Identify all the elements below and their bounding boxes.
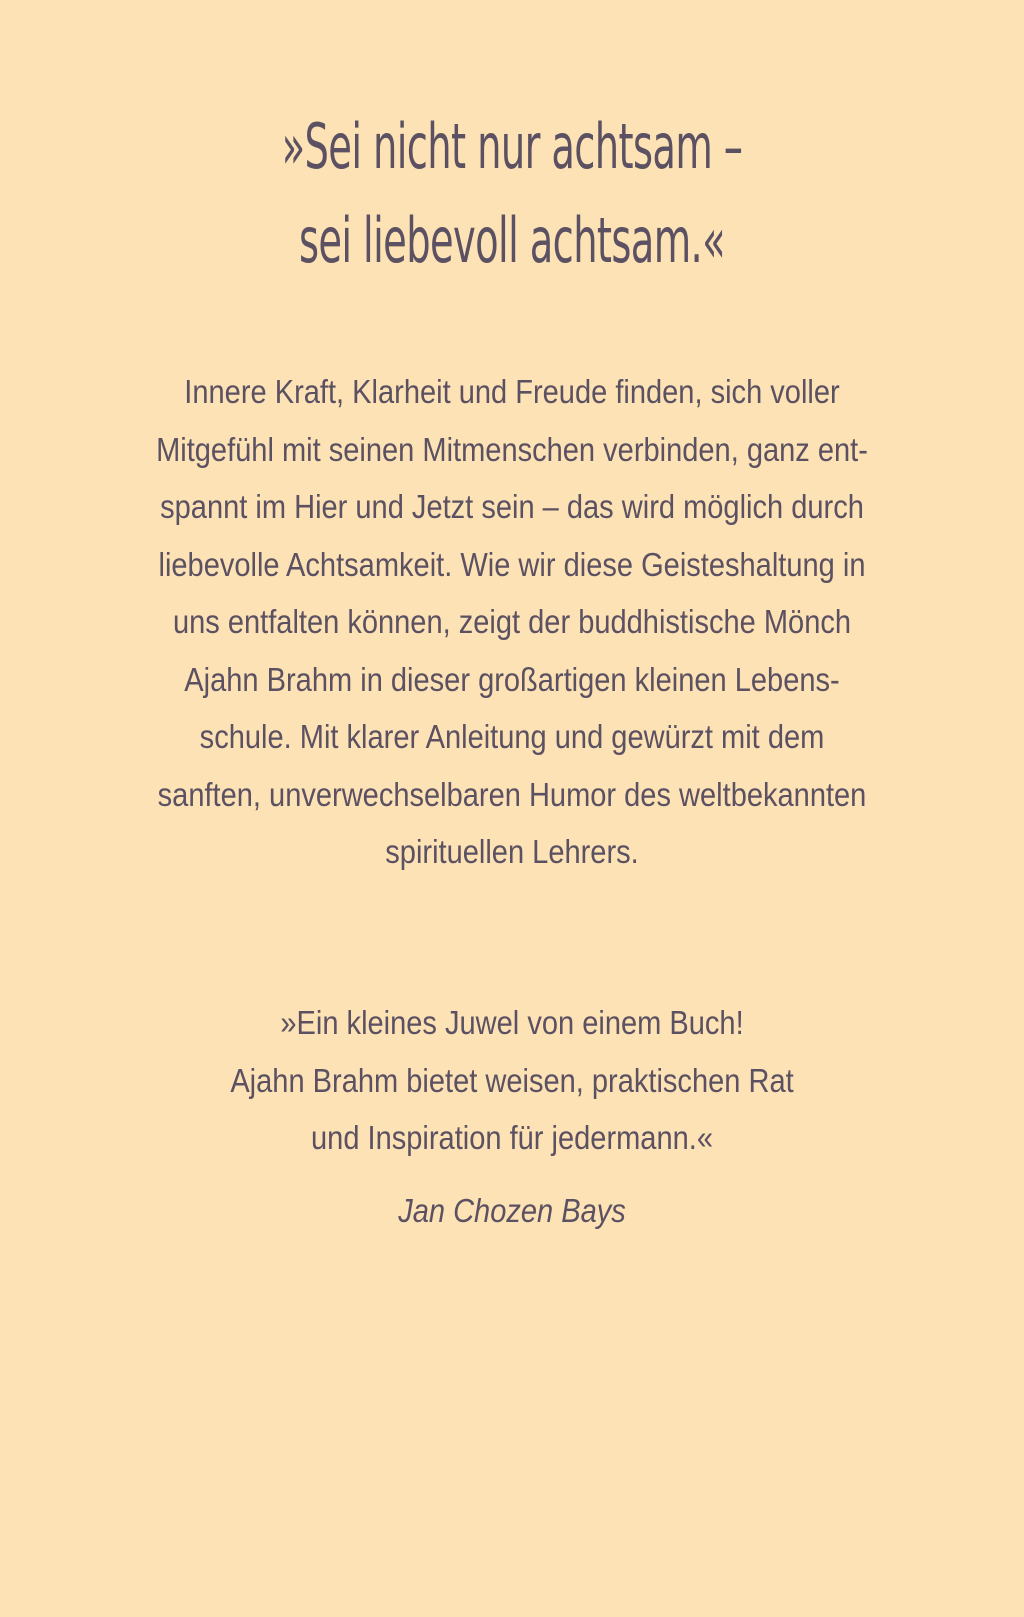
description-line: Mitgefühl mit seinen Mitmenschen verbinden, ganz ent- [156, 430, 868, 468]
description-paragraph [61, 363, 962, 881]
testimonial-line: Ajahn Brahm bietet weisen, praktischen Rat [230, 1061, 794, 1099]
testimonial-quote [61, 994, 962, 1167]
description-line: spannt im Hier und Jetzt sein – das wird möglich durch [160, 488, 864, 525]
testimonial-line: und Inspiration für jedermann.« [311, 1119, 713, 1156]
headline-line: sei liebevoll achtsam.« [298, 204, 726, 277]
description-line: schule. Mit klarer Anleitung und gewürzt mit dem [199, 718, 825, 755]
description-line: liebevolle Achtsamkeit. Wie wir diese Geisteshaltung in [158, 545, 866, 583]
description-line: sanften, unverwechselbaren Humor des weltbekannten [157, 775, 867, 813]
description-line: Ajahn Brahm in dieser großartigen kleinen Lebens- [184, 660, 840, 698]
headline-line: »Sei nicht nur achtsam – [281, 110, 743, 183]
description-line: uns entfalten können, zeigt der buddhistische Mönch [172, 603, 852, 640]
testimonial-line: »Ein kleines Juwel von einem Buch! [280, 1004, 744, 1041]
testimonial-author: Jan Chozen Bays [398, 1192, 626, 1229]
description-line: spirituellen Lehrers. [385, 833, 639, 870]
description-line: Innere Kraft, Klarheit und Freude finden, sich voller [184, 373, 840, 410]
headline-quote [195, 100, 830, 288]
